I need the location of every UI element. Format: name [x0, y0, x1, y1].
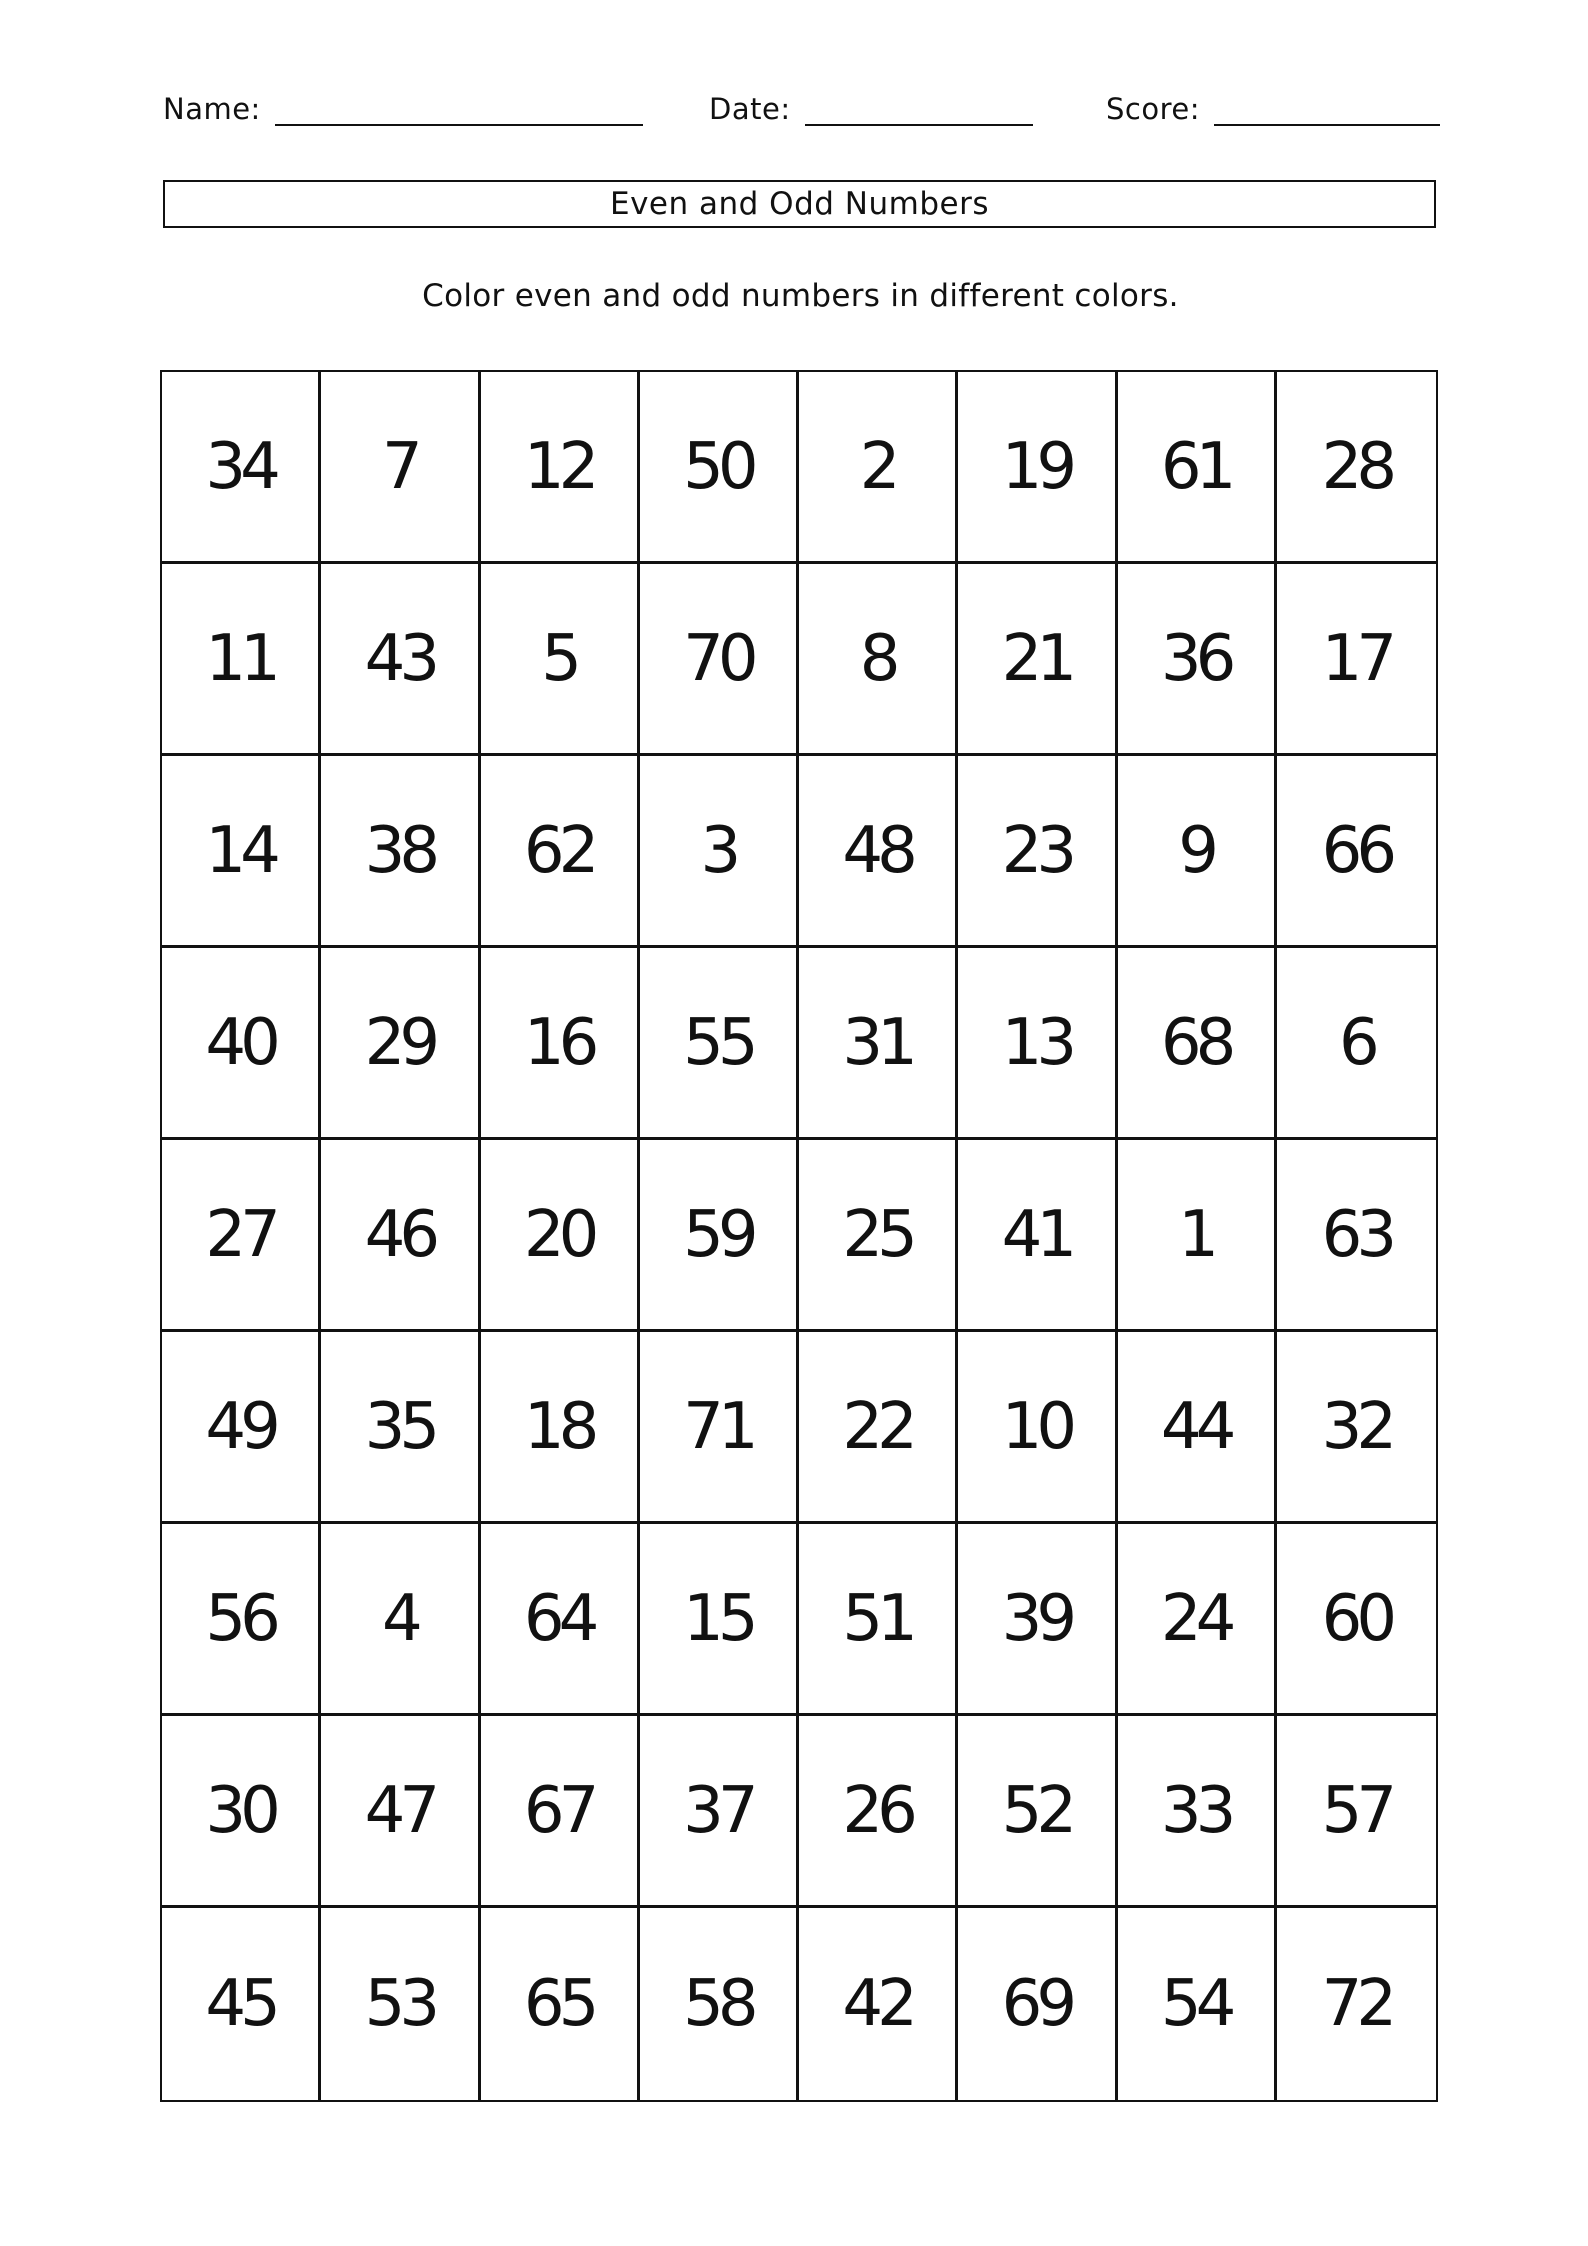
- number-cell[interactable]: 5: [481, 564, 640, 756]
- number-cell[interactable]: 10: [958, 1332, 1117, 1524]
- number-cell[interactable]: 72: [1321, 1967, 1392, 2041]
- number-cell[interactable]: 69: [958, 1908, 1117, 2100]
- number-cell[interactable]: 22: [799, 1332, 958, 1524]
- number-grid: [160, 370, 1438, 2102]
- number-cell[interactable]: 25: [799, 1140, 958, 1332]
- number-cell[interactable]: 67: [481, 1716, 640, 1908]
- date-label: Date:: [709, 92, 791, 126]
- number-cell[interactable]: 31: [799, 948, 958, 1140]
- number-cell[interactable]: 61: [1118, 372, 1277, 564]
- number-cell[interactable]: 65: [481, 1908, 640, 2100]
- number-cell[interactable]: 24: [1118, 1524, 1277, 1716]
- number-cell[interactable]: 41: [958, 1140, 1117, 1332]
- instructions-text: Color even and odd numbers in different colors.: [422, 278, 1179, 314]
- number-cell[interactable]: 70: [640, 564, 799, 756]
- number-cell[interactable]: 40: [162, 948, 321, 1140]
- number-cell[interactable]: 6: [1277, 948, 1436, 1140]
- score-blank-line[interactable]: [1214, 94, 1440, 126]
- number-cell[interactable]: 66: [1277, 756, 1436, 948]
- number-cell[interactable]: 3: [640, 756, 799, 948]
- name-field: [163, 92, 643, 126]
- number-cell[interactable]: 29: [321, 948, 480, 1140]
- number-cell[interactable]: 46: [321, 1140, 480, 1332]
- number-cell[interactable]: 58: [640, 1908, 799, 2100]
- number-cell[interactable]: 33: [1118, 1716, 1277, 1908]
- number-cell[interactable]: 39: [958, 1524, 1117, 1716]
- number-cell[interactable]: 14: [162, 756, 321, 948]
- date-blank-line[interactable]: [805, 94, 1033, 126]
- number-cell[interactable]: 26: [799, 1716, 958, 1908]
- number-cell[interactable]: 4: [321, 1524, 480, 1716]
- number-cell[interactable]: 51: [799, 1524, 958, 1716]
- number-cell[interactable]: 21: [958, 564, 1117, 756]
- number-cell[interactable]: 55: [640, 948, 799, 1140]
- date-field: [709, 92, 1033, 126]
- number-cell[interactable]: 71: [640, 1332, 799, 1524]
- number-cell[interactable]: 50: [640, 372, 799, 564]
- number-cell[interactable]: 23: [958, 756, 1117, 948]
- number-cell[interactable]: 53: [321, 1908, 480, 2100]
- score-label: Score:: [1106, 92, 1200, 126]
- number-cell[interactable]: 63: [1277, 1140, 1436, 1332]
- number-cell[interactable]: 35: [321, 1332, 480, 1524]
- number-cell[interactable]: 64: [481, 1524, 640, 1716]
- number-cell[interactable]: 8: [799, 564, 958, 756]
- number-cell[interactable]: 19: [958, 372, 1117, 564]
- number-cell[interactable]: 13: [958, 948, 1117, 1140]
- number-cell[interactable]: 17: [1277, 564, 1436, 756]
- number-cell[interactable]: 36: [1118, 564, 1277, 756]
- number-cell[interactable]: 59: [640, 1140, 799, 1332]
- number-cell[interactable]: 7: [321, 372, 480, 564]
- score-field: [1106, 92, 1440, 126]
- number-cell[interactable]: 9: [1118, 756, 1277, 948]
- number-cell[interactable]: 11: [162, 564, 321, 756]
- number-cell[interactable]: 54: [1118, 1908, 1277, 2100]
- number-cell[interactable]: 32: [1277, 1332, 1436, 1524]
- number-cell[interactable]: 20: [481, 1140, 640, 1332]
- number-cell[interactable]: 18: [481, 1332, 640, 1524]
- number-cell[interactable]: 1: [1118, 1140, 1277, 1332]
- number-cell[interactable]: 49: [162, 1332, 321, 1524]
- number-cell[interactable]: 52: [958, 1716, 1117, 1908]
- number-cell[interactable]: 48: [799, 756, 958, 948]
- number-cell[interactable]: 15: [640, 1524, 799, 1716]
- number-cell[interactable]: 60: [1277, 1524, 1436, 1716]
- number-cell[interactable]: 45: [162, 1908, 321, 2100]
- number-cell[interactable]: 44: [1118, 1332, 1277, 1524]
- number-cell[interactable]: 68: [1118, 948, 1277, 1140]
- header-fields: [163, 92, 1438, 136]
- number-cell[interactable]: 47: [321, 1716, 480, 1908]
- number-cell[interactable]: 56: [162, 1524, 321, 1716]
- number-cell[interactable]: 34: [162, 372, 321, 564]
- number-cell[interactable]: 38: [321, 756, 480, 948]
- number-cell[interactable]: 2: [799, 372, 958, 564]
- number-cell[interactable]: 42: [799, 1908, 958, 2100]
- number-cell[interactable]: 27: [162, 1140, 321, 1332]
- number-cell[interactable]: 30: [162, 1716, 321, 1908]
- name-label: Name:: [163, 92, 261, 126]
- number-cell[interactable]: 12: [481, 372, 640, 564]
- number-cell[interactable]: 16: [481, 948, 640, 1140]
- number-cell[interactable]: 57: [1277, 1716, 1436, 1908]
- number-cell[interactable]: 62: [481, 756, 640, 948]
- number-cell[interactable]: 37: [640, 1716, 799, 1908]
- name-blank-line[interactable]: [275, 94, 643, 126]
- number-cell[interactable]: 28: [1277, 372, 1436, 564]
- number-cell[interactable]: 43: [321, 564, 480, 756]
- worksheet-title: Even and Odd Numbers: [163, 180, 1436, 228]
